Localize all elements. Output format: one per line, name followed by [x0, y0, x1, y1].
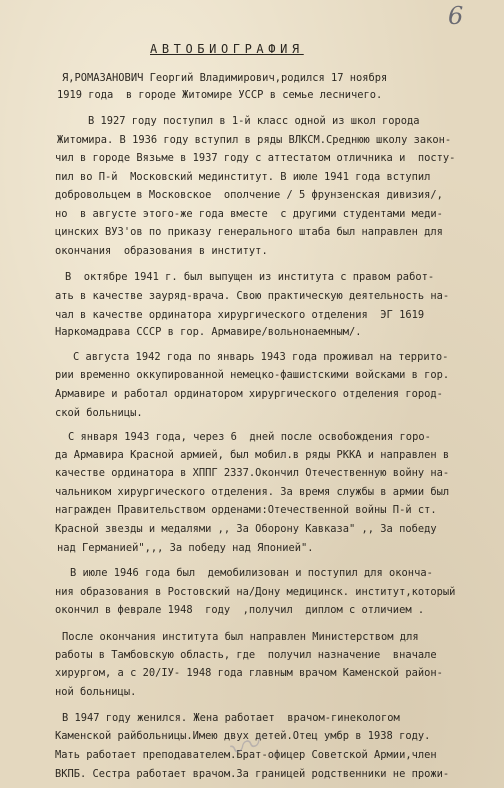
text-line: Я,РОМАЗАНОВИЧ Георгий Владимирович,родился 17 ноября: [62, 72, 388, 84]
text-line: качестве ординатора в ХППГ 2337.Окончил Отечественную войну на-: [55, 467, 450, 479]
text-line: 1919 года в городе Житомире УССР в семье лесничего.: [57, 89, 383, 101]
document-title: АВТОБИОГРАФИЯ: [150, 42, 304, 56]
text-line: В 1927 году поступил в 1-й класс одной из школ города: [88, 115, 420, 127]
text-line: Житомира. В 1936 году вступил в ряды ВЛКСМ.Среднюю школу закон-: [57, 134, 452, 146]
text-line: Мать работает преподавателем.Брат-офицер Советской Армии,член: [55, 749, 437, 761]
text-line: Красной звезды и медалями ,, За Оборону Кавказа" ,, За победу: [55, 523, 437, 535]
text-line: С августа 1942 года по январь 1943 года проживал на террито-: [73, 351, 449, 363]
text-line: чил в городе Вязьме в 1937 году с аттестатом отличника и посту-: [55, 152, 456, 164]
text-line: ВКПБ. Сестра работает врачом.За границей родственники не прожи-: [55, 768, 450, 780]
text-line: рии временно оккупированной немецко-фашистскими войсками в гор.: [55, 369, 450, 381]
text-line: С января 1943 года, через 6 дней после освобождения горо-: [68, 431, 431, 443]
text-line: добровольцем в Московское ополчение / 5 фрунзенская дивизия/,: [55, 189, 443, 201]
text-line: ния образования в Ростовский на/Дону медицинск. институт,который: [55, 586, 456, 598]
text-line: над Германией",,, За победу над Японией".: [57, 542, 314, 554]
text-line: Армавире и работал ординатором хирургического отделения город-: [55, 388, 443, 400]
text-line: но в августе этого-же года вместе с другими студентами меди-: [55, 208, 443, 220]
text-line: работы в Тамбовскую область, где получил назначение вначале: [55, 649, 437, 661]
handwritten-mark: 〰: [221, 723, 267, 773]
text-line: В октябре 1941 г. был выпущен из института с правом работ-: [65, 271, 435, 283]
page-number: 6: [448, 2, 464, 30]
text-line: пил во П-й Московский мединститут. В июле 1941 года вступил: [55, 171, 431, 183]
text-line: После окончания института был направлен Министерством для: [62, 631, 419, 643]
text-line: окончил в феврале 1948 году ,получил диплом с отличием .: [55, 604, 425, 616]
text-line: Наркомадрава СССР в гор. Армавире/вольнонаемным/.: [55, 326, 362, 338]
text-line: В 1947 году женился. Жена работает врачом-гинекологом: [62, 712, 400, 724]
text-line: чальником хирургического отделения. За время службы в армии был: [55, 486, 450, 498]
text-line: ать в качестве зауряд-врача. Свою практическую деятельность на-: [55, 290, 450, 302]
text-line: награжден Правительством орденами:Отечественной войны П-й ст.: [55, 504, 437, 516]
text-line: хирургом, а с 20/IУ- 1948 года главным врачом Каменской район-: [55, 667, 443, 679]
text-line: ской больницы.: [55, 407, 143, 419]
text-line: В июле 1946 года был демобилизован и поступил для оконча-: [70, 567, 433, 579]
text-line: чал в качестве ординатора хирургического отделения ЭГ 1619: [55, 309, 425, 321]
text-line: окончания образования в институт.: [55, 245, 268, 257]
text-line: ной больницы.: [55, 686, 137, 698]
text-line: цинских ВУЗ'ов по приказу генерального штаба был направлен для: [55, 226, 443, 238]
text-line: Каменской райбольницы.Имею двух детей.Отец умбр в 1938 году.: [55, 730, 431, 742]
text-line: да Армавира Красной армией, был мобил.в ряды РККА и направлен в: [55, 449, 450, 461]
